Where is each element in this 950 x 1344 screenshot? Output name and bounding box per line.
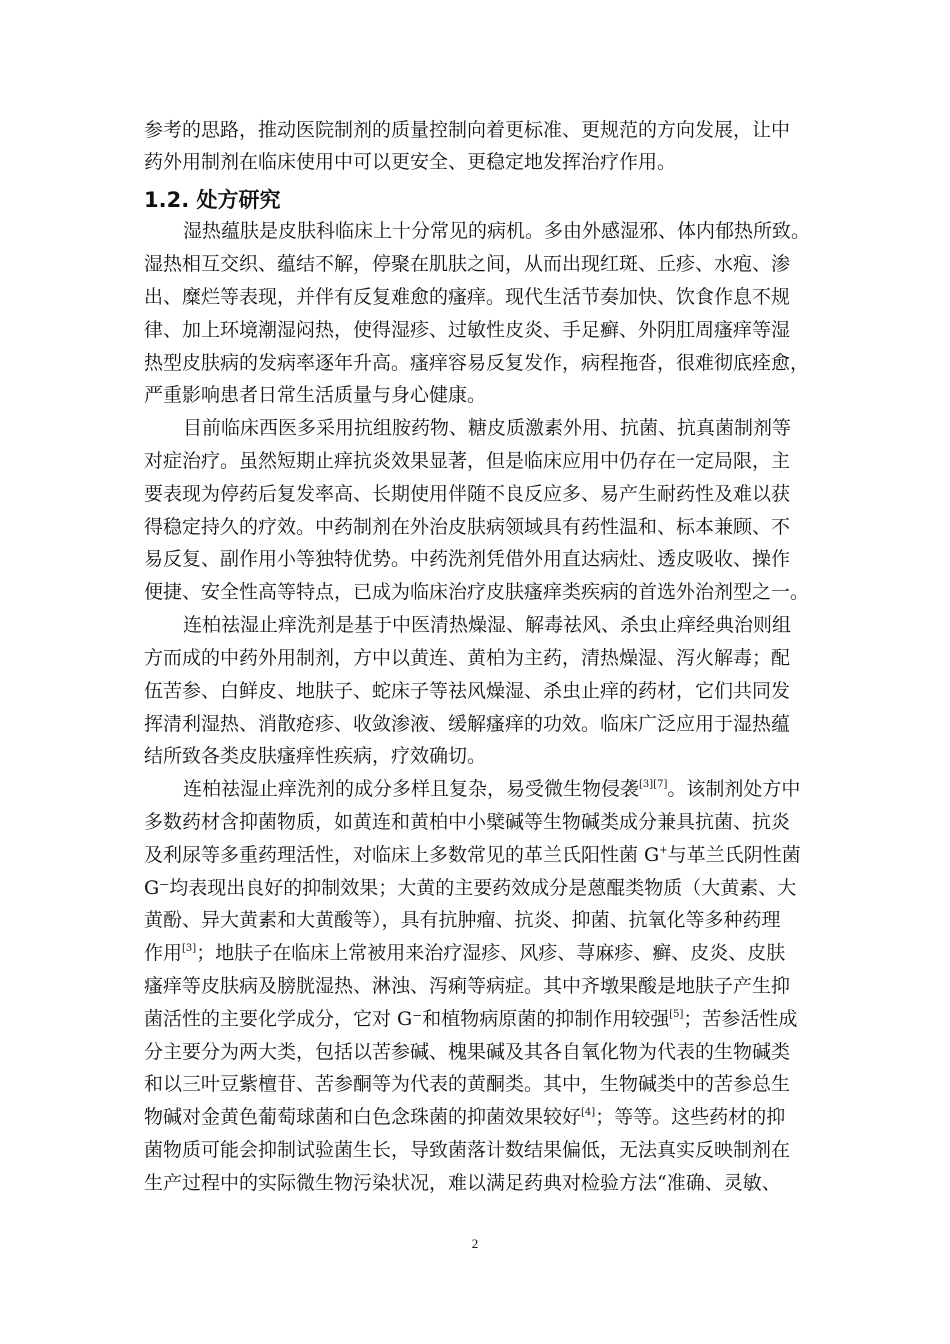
citation: [3] (182, 943, 197, 954)
text-span: 与革兰氏阴性菌 (667, 844, 801, 866)
citation: [5] (669, 1009, 684, 1020)
text-line: 易反复、副作用小等独特优势。中药洗剂凭借外用直达病灶、透皮吸收、操作 (144, 548, 791, 570)
text-span: 物碱对金黄色葡萄球菌和白色念珠菌的抑菌效果较好 (144, 1106, 582, 1128)
text-line: 参考的思路，推动医院制剂的质量控制向着更标准、更规范的方向发展，让中 (144, 119, 791, 141)
text-span: ；等等。这些药材的抑 (595, 1106, 786, 1128)
text-line: 湿热相互交织、蕴结不解，停聚在肌肤之间，从而出现红斑、丘疹、水疱、渗 (144, 253, 791, 275)
text-line: 黄酚、异大黄素和大黄酸等），具有抗肿瘤、抗炎、抑菌、抗氧化等多种药理 (144, 909, 781, 931)
text-line: 伍苦参、白鲜皮、地肤子、蛇床子等祛风燥湿、杀虫止痒的药材，它们共同发 (144, 680, 791, 702)
text-line: 生产过程中的实际微生物污染状况，难以满足药典对检验方法“准确、灵敏、 (144, 1172, 781, 1194)
text-line: 瘙痒等皮肤病及膀胱湿热、淋浊、泻痢等病症。其中齐墩果酸是地肤子产生抑 (144, 975, 791, 997)
text-line: 湿热蕴肤是皮肤科临床上十分常见的病机。多由外感湿邪、体内郁热所致。 (183, 220, 811, 242)
text-line: 分主要分为两大类，包括以苦参碱、槐果碱及其各自氧化物为代表的生物碱类 (144, 1041, 791, 1063)
text-line: 和以三叶豆紫檀苷、苦参酮等为代表的黄酮类。其中，生物碱类中的苦参总生 (144, 1073, 791, 1095)
text-line: 目前临床西医多采用抗组胺药物、糖皮质激素外用、抗菌、抗真菌制剂等 (183, 417, 792, 439)
citation: [4] (581, 1107, 596, 1118)
text-span: 作用 (144, 942, 183, 964)
text-line (144, 838, 801, 872)
text-line (144, 1100, 785, 1134)
superscript: + (659, 845, 668, 856)
citation: [3][7] (639, 779, 668, 790)
text-span: ；地肤子在临床上常被用来治疗湿疹、风疹、荨麻疹、癣、皮炎、皮肤 (196, 942, 786, 964)
text-line: 严重影响患者日常生活质量与身心健康。 (144, 384, 487, 406)
text-line: 要表现为停药后复发率高、长期使用伴随不良反应多、易产生耐药性及难以获 (144, 483, 791, 505)
text-line (144, 1002, 797, 1036)
text-line: 方而成的中药外用制剂，方中以黄连、黄柏为主药，清热燥湿、泻火解毒；配 (144, 647, 791, 669)
text-line: 出、糜烂等表现，并伴有反复难愈的瘙痒。现代生活节奏加快、饮食作息不规 (144, 286, 791, 308)
text-line: G⁻均表现出良好的抑制效果；大黄的主要药效成分是蒽醌类物质（大黄素、大 (144, 877, 797, 899)
text-line: 便捷、安全性高等特点，已成为临床治疗皮肤瘙痒类疾病的首选外治剂型之一。 (144, 581, 810, 603)
page-number: 2 (471, 1236, 479, 1251)
text-line: 菌物质可能会抑制试验菌生长，导致菌落计数结果偏低，无法真实反映制剂在 (144, 1139, 791, 1161)
text-span: 连柏祛湿止痒洗剂的成分多样且复杂，易受微生物侵袭 (183, 778, 640, 800)
text-line: 连柏祛湿止痒洗剂是基于中医清热燥湿、解毒祛风、杀虫止痒经典治则组 (183, 614, 792, 636)
text-line: 对症治疗。虽然短期止痒抗炎效果显著，但是临床应用中仍存在一定局限，主 (144, 450, 791, 472)
text-span: ；苦参活性成 (683, 1008, 798, 1030)
text-line: 热型皮肤病的发病率逐年升高。瘙痒容易反复发作，病程拖沓，很难彻底痊愈， (144, 352, 810, 374)
section-heading: 1.2. 处方研究 (144, 188, 281, 212)
text-line: 结所致各类皮肤瘙痒性疾病，疗效确切。 (144, 745, 487, 767)
text-line: 得稳定持久的疗效。中药制剂在外治皮肤病领域具有药性温和、标本兼顾、不 (144, 516, 791, 538)
text-span: 。该制剂处方中 (667, 778, 801, 800)
text-line: 多数药材含抑菌物质，如黄连和黄柏中小檗碱等生物碱类成分兼具抗菌、抗炎 (144, 811, 791, 833)
text-span: 菌活性的主要化学成分，它对 G⁻和植物病原菌的抑制作用较强 (144, 1008, 670, 1030)
text-line (183, 772, 800, 806)
text-line: 挥清利湿热、消散疮疹、收敛渗液、缓解瘙痒的功效。临床广泛应用于湿热蕴 (144, 713, 791, 735)
text-line: 药外用制剂在临床使用中可以更安全、更稳定地发挥治疗作用。 (144, 151, 677, 173)
text-line: 律、加上环境潮湿闷热，使得湿疹、过敏性皮炎、手足癣、外阴肛周瘙痒等湿 (144, 319, 791, 341)
text-line (144, 936, 785, 970)
text-span: 及利尿等多重药理活性，对临床上多数常见的革兰氏阳性菌 G (144, 844, 660, 866)
